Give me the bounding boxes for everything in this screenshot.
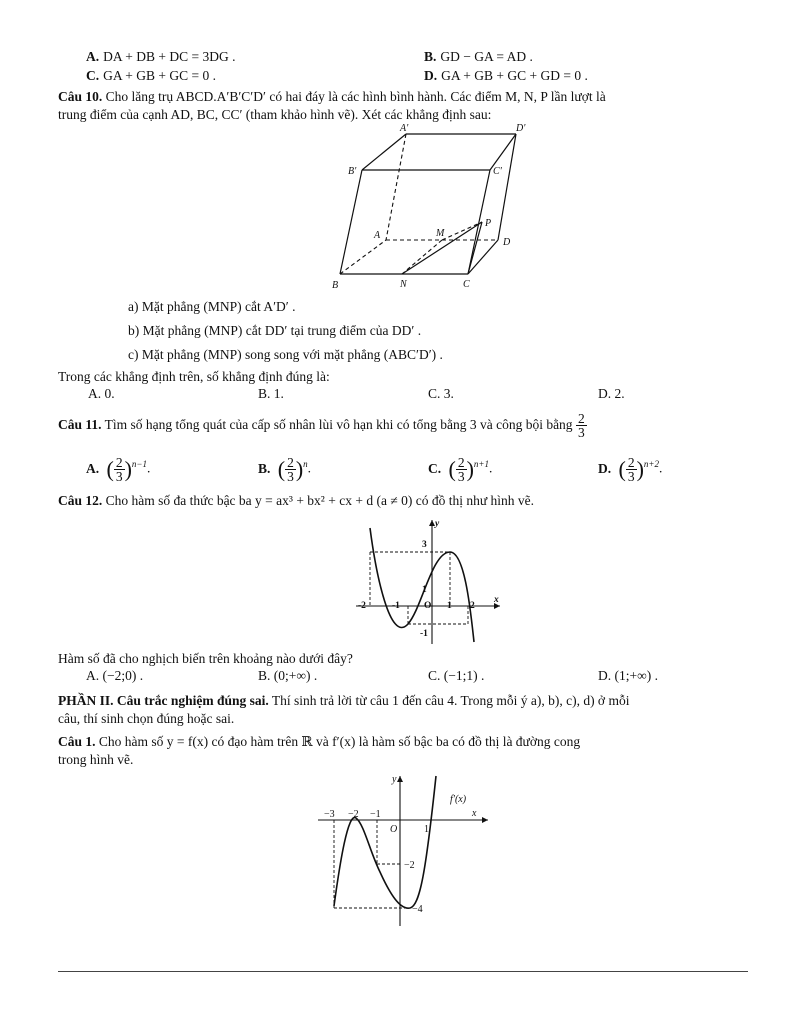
q10-prism-figure <box>330 122 530 294</box>
label-b: B <box>332 280 339 291</box>
q11-option-b: B. ( $\frac{2}{3}$ )$^n$. <box>258 454 312 484</box>
q12-option-b: B. (0;+∞) . <box>258 668 318 683</box>
p2q1-label-yneg2: −2 <box>404 860 415 871</box>
q10-text2: trung điểm của cạnh AD, BC, CC′ (tham khảo hình vẽ). Xét các khẳng định sau: <box>58 107 492 122</box>
p2q1-label-neg1: −1 <box>370 809 381 820</box>
q11-ratio-den: 3 <box>577 425 585 441</box>
q12-text: Cho hàm số đa thức bậc ba y = ax³ + bx² + cx + d (a ≠ 0) có đồ thị như hình vẽ. <box>105 493 535 508</box>
q9-option-a-text: DA + DB + DC = 3DG . <box>103 49 236 64</box>
label-n: N <box>400 279 407 290</box>
q9-option-c-text: GA + GB + GC = 0 . <box>103 68 216 83</box>
label-c-prime: C' <box>493 166 502 177</box>
part2-text1: Thí sinh trả lời từ câu 1 đến câu 4. Trong mỗi ý a), b), c), d) ở mỗi <box>268 693 630 708</box>
q12-label-x2: 2 <box>470 601 475 611</box>
p2q1-y-axis-label: y <box>392 774 397 785</box>
q12-option-c: C. (−1;1) . <box>428 668 485 683</box>
q12-option-d: D. (1;+∞) . <box>598 668 658 683</box>
part2-heading-line1 <box>58 692 629 709</box>
q12-label-yneg1: -1 <box>420 629 428 639</box>
label-a: A <box>374 230 381 241</box>
q12-option-a: A. (−2;0) . <box>86 668 144 683</box>
p2q1-stem-line1 <box>58 733 580 750</box>
label-d-prime: D' <box>516 123 526 134</box>
q12-ask: Hàm số đã cho nghịch biến trên khoảng nào dưới đây? <box>58 651 353 666</box>
q10-statement-a: a) Mặt phẳng (MNP) cắt A′D′ . <box>128 299 296 314</box>
p2q1-label-neg3: −3 <box>324 809 335 820</box>
label-p: P <box>485 218 492 229</box>
q10-statement-c: c) Mặt phẳng (MNP) song song với mặt phẳng (ABC′D′) . <box>128 347 443 362</box>
label-d: D <box>503 237 511 248</box>
q9-option-a: A. DA + DB + DC = 3DG . <box>86 49 236 64</box>
q12-label-1: 1 <box>422 585 427 595</box>
part2-title: PHẦN II. Câu trắc nghiệm đúng sai. <box>58 693 269 708</box>
q10-label: Câu 10. <box>58 89 103 104</box>
q10-option-c: C. 3. <box>428 386 454 401</box>
q11-stem <box>58 412 587 439</box>
q10-ask: Trong các khẳng định trên, số khẳng định đúng là: <box>58 369 330 384</box>
q11-ratio <box>576 412 587 439</box>
q12-label-3: 3 <box>422 540 427 550</box>
p2q1-label-yneg4: −4 <box>412 904 423 915</box>
q11-ratio-num: 2 <box>577 411 585 427</box>
q11-option-b-letter: B. <box>258 460 271 476</box>
q11-option-d: D. ( $\frac{2}{3}$ )$^{n+2}$. <box>598 454 663 484</box>
p2q1-stem-line2: trong hình vẽ. <box>58 752 134 767</box>
part2-heading-line2: câu, thí sinh chọn đúng hoặc sai. <box>58 711 235 726</box>
q11-option-c: C. ( $\frac{2}{3}$ )$^{n+1}$. <box>428 454 493 484</box>
q11-label: Câu 11. <box>58 417 102 432</box>
q9-option-b-text: GD − GA = AD . <box>440 49 533 64</box>
q11-option-d-letter: D. <box>598 460 612 476</box>
q12-label: Câu 12. <box>58 493 103 508</box>
q12-cubic-graph <box>350 514 510 648</box>
p2q1-derivative-graph <box>312 772 502 930</box>
q12-x-axis-label: x <box>494 595 499 605</box>
q11-option-a: A. ( $\frac{2}{3}$ )$^{n-1}$. <box>86 454 151 484</box>
q10-text1: Cho lăng trụ ABCD.A′B′C′D′ có hai đáy là các hình bình hành. Các điểm M, N, P lần lượt là <box>105 89 606 104</box>
p2q1-text1: Cho hàm số y = f(x) có đạo hàm trên ℝ và f′(x) là hàm số bậc ba có đồ thị là đường cong <box>95 734 581 749</box>
q11-text: Tìm số hạng tổng quát của cấp số nhân lùi vô hạn khi có tổng bằng 3 và công bội bằng <box>104 417 573 432</box>
q10-statement-b: b) Mặt phẳng (MNP) cắt DD′ tại trung điểm của DD′ . <box>128 323 422 338</box>
q12-stem <box>58 492 534 509</box>
q11-option-c-letter: C. <box>428 460 442 476</box>
label-m: M <box>436 228 445 239</box>
q12-label-neg2: -2 <box>358 601 366 611</box>
q10-option-a: A. 0. <box>88 386 115 401</box>
q12-y-axis-label: y <box>435 519 440 529</box>
q12-label-origin: O <box>424 601 432 611</box>
q11-option-a-letter: A. <box>86 460 100 476</box>
q11-option-c-exp: n+1 <box>473 459 489 469</box>
p2q1-fx-label: f′(x) <box>450 794 467 805</box>
p2q1-label: Câu 1. <box>58 734 96 749</box>
q10-stem-line2 <box>58 106 491 123</box>
q11-option-a-exp: n−1 <box>131 459 147 469</box>
q11-option-d-exp: n+2 <box>643 459 659 469</box>
p2q1-label-neg2: −2 <box>348 809 359 820</box>
q10-option-b: B. 1. <box>258 386 284 401</box>
label-a-prime: A' <box>400 123 409 134</box>
q12-label-x1: 1 <box>447 601 452 611</box>
q10-stem-line1 <box>58 88 606 105</box>
footer-divider <box>58 971 748 972</box>
q11-option-b-exp: n <box>303 459 308 469</box>
q9-option-c: C. GA + GB + GC = 0 . <box>86 68 216 83</box>
q9-option-d: D. GA + GB + GC + GD = 0 . <box>424 68 588 83</box>
q10-option-d: D. 2. <box>598 386 625 401</box>
label-c: C <box>463 279 470 290</box>
p2q1-label-origin: O <box>390 824 398 835</box>
p2q1-x-axis-label: x <box>472 808 477 819</box>
q9-option-b: B. GD − GA = AD . <box>424 49 533 64</box>
q9-option-d-text: GA + GB + GC + GD = 0 . <box>441 68 588 83</box>
p2q1-label-one: 1 <box>424 824 429 835</box>
q12-label-neg1: -1 <box>392 601 400 611</box>
label-b-prime: B' <box>348 166 357 177</box>
